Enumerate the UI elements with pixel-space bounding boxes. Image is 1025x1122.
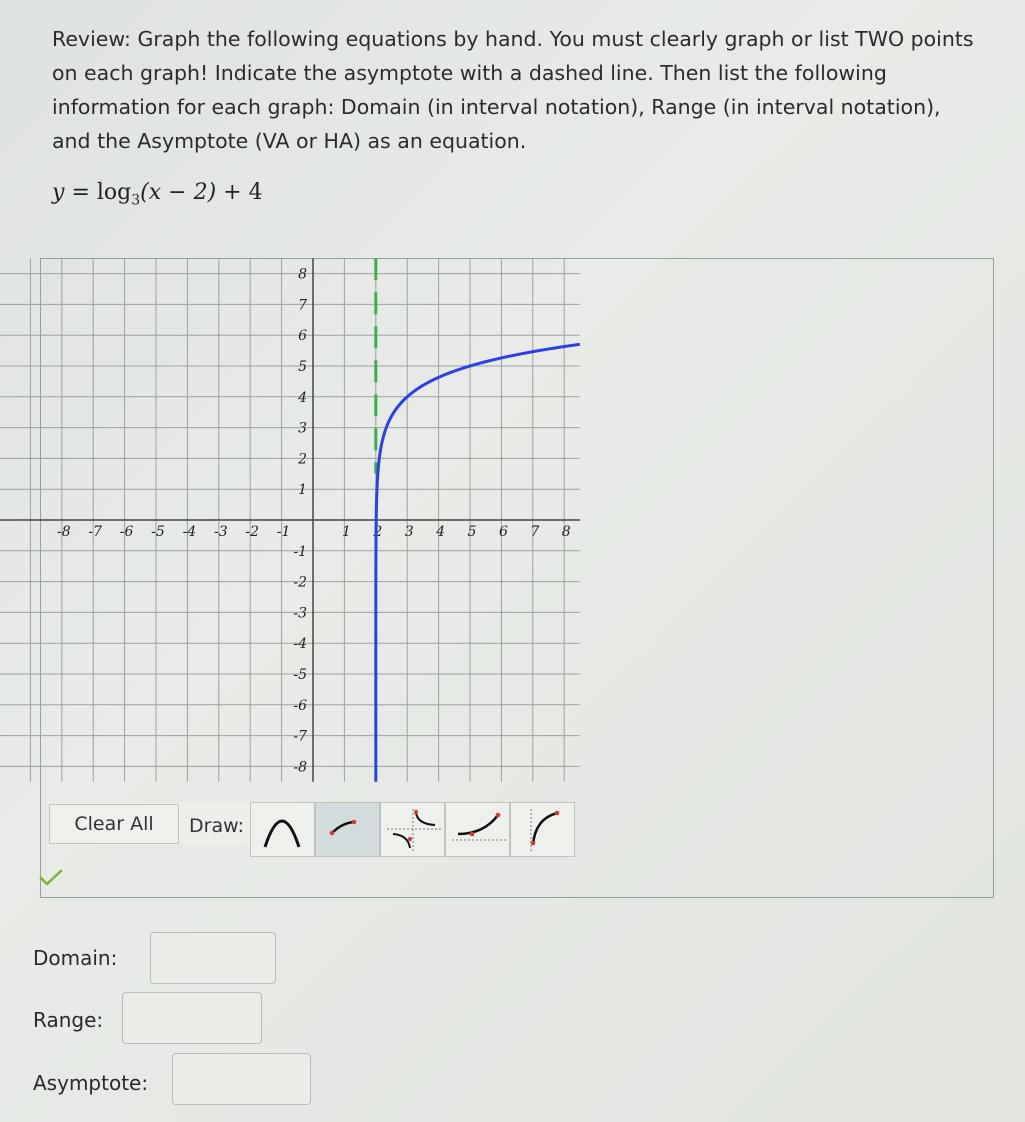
y-tick-label: -3 xyxy=(293,605,307,622)
y-tick-label: -6 xyxy=(293,697,307,714)
square-root-tool-button[interactable] xyxy=(510,802,575,857)
cubic-tool-button[interactable] xyxy=(445,802,510,857)
y-tick-label: 2 xyxy=(298,451,307,468)
draw-label: Draw: xyxy=(179,802,250,845)
domain-input[interactable] xyxy=(150,932,276,984)
x-tick-label: -2 xyxy=(245,524,260,540)
equation-func: log xyxy=(96,180,132,205)
equation-equals: = xyxy=(71,180,90,205)
cubic-tool-icon xyxy=(446,803,511,858)
y-tick-label: 8 xyxy=(298,266,307,283)
range-input[interactable] xyxy=(122,992,262,1044)
clear-all-button[interactable]: Clear All xyxy=(49,804,179,844)
y-tick-label: 6 xyxy=(298,328,307,345)
equation-arg: (x − 2) xyxy=(140,180,217,205)
instructions-text: Review: Graph the following equations by hand. You must clearly graph or list TWO points on each graph! Indicate the asymptote with a dashed line. Then list the following information for each graph: Domain (in interval notation), Range (in interval notation), and the Asymptote (VA or HA) as an equation. xyxy=(52,27,974,153)
parabola-tool-icon xyxy=(251,803,316,858)
range-label: Range: xyxy=(33,1008,104,1032)
axes xyxy=(0,258,580,782)
y-tick-label: 1 xyxy=(298,482,307,499)
x-tick-label: 7 xyxy=(530,524,540,540)
y-tick-label: -7 xyxy=(293,728,307,745)
y-tick-label: 3 xyxy=(298,420,307,437)
logarithm-tool-button[interactable] xyxy=(315,802,380,857)
equation-base: 3 xyxy=(131,192,141,209)
y-tick-labels xyxy=(293,267,307,776)
x-tick-labels xyxy=(57,524,571,540)
checkmark-icon xyxy=(37,866,65,888)
x-tick-label: 2 xyxy=(373,524,383,540)
y-tick-label: 4 xyxy=(298,389,307,406)
y-tick-label: 5 xyxy=(298,359,307,375)
x-tick-label: 4 xyxy=(436,524,446,540)
domain-label: Domain: xyxy=(33,946,118,970)
x-tick-label: 8 xyxy=(561,524,571,540)
equation-lhs: y xyxy=(52,180,65,205)
log-curve[interactable] xyxy=(376,344,580,781)
x-tick-label: -7 xyxy=(88,524,103,540)
x-tick-label: -8 xyxy=(56,524,71,540)
log-curve-path xyxy=(376,344,580,781)
x-tick-label: -1 xyxy=(276,524,291,540)
x-tick-label: -5 xyxy=(151,524,165,540)
asymptote-input[interactable] xyxy=(172,1053,311,1105)
x-tick-label: 1 xyxy=(341,524,351,540)
parabola-tool-button[interactable] xyxy=(250,802,315,857)
rational-tool-button[interactable] xyxy=(380,802,445,857)
y-tick-label: -8 xyxy=(293,759,307,776)
asymptote-label: Asymptote: xyxy=(33,1071,149,1095)
logarithm-tool-icon xyxy=(316,803,381,858)
x-tick-label: 3 xyxy=(404,524,414,540)
x-tick-label: -4 xyxy=(182,524,197,540)
rational-tool-icon xyxy=(381,803,446,858)
draw-toolbar xyxy=(49,802,575,857)
y-tick-label: -1 xyxy=(293,543,307,560)
equation-plus: + 4 xyxy=(223,180,263,205)
y-tick-label: -4 xyxy=(293,636,307,653)
y-tick-label: -5 xyxy=(293,667,307,683)
x-tick-label: -6 xyxy=(119,524,134,540)
x-tick-label: -3 xyxy=(213,524,228,540)
x-tick-label: 5 xyxy=(467,524,477,540)
x-tick-label: 6 xyxy=(498,524,508,540)
y-tick-label: 7 xyxy=(298,297,307,314)
y-tick-label: -2 xyxy=(293,574,307,591)
square-root-tool-icon xyxy=(511,803,576,858)
